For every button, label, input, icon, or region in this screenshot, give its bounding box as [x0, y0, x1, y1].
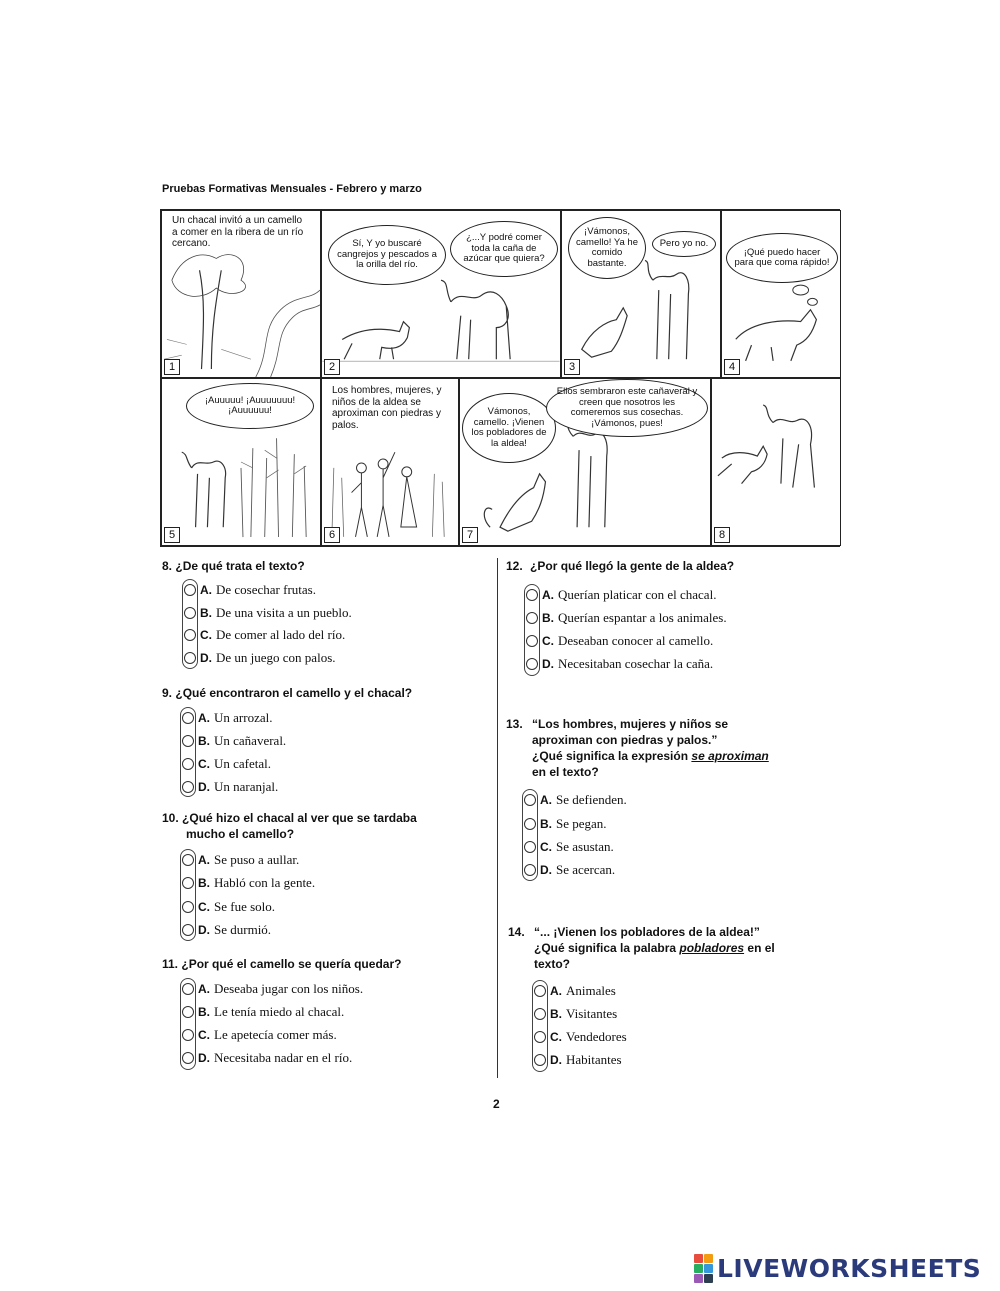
panel-4-bubble-pero: Pero yo no.	[652, 231, 716, 257]
radio-button[interactable]	[534, 1054, 546, 1066]
question-13-line-2: aproximan con piedras y palos.”	[532, 733, 718, 747]
q10-option-a[interactable]: A. Se puso a aullar.	[182, 849, 299, 871]
radio-button[interactable]	[182, 781, 194, 793]
q14-option-c[interactable]: C. Vendedores	[534, 1026, 627, 1048]
logo-square	[694, 1264, 703, 1273]
question-9-text: ¿Qué encontraron el camello y el chacal?	[175, 686, 413, 700]
radio-button[interactable]	[182, 1052, 194, 1064]
question-10-text-line-1: ¿Qué hizo el chacal al ver que se tardaba	[182, 811, 417, 825]
radio-button[interactable]	[182, 758, 194, 770]
radio-button[interactable]	[182, 712, 194, 724]
panel-2-bubble-1: Sí, Y yo buscaré cangrejos y pescados a la orilla del río.	[328, 225, 446, 285]
panel-1-caption: Un chacal invitó a un camello a comer en la ribera de un río cercano.	[172, 215, 304, 249]
question-10-text-line-2: mucho el camello?	[186, 827, 295, 841]
panel-2-bubble-2: ¿...Y podré comer toda la caña de azúcar que quiera?	[450, 221, 558, 277]
q13-option-a[interactable]: A. Se defienden.	[524, 789, 627, 811]
comic-panel-6	[321, 378, 459, 546]
question-9	[162, 685, 412, 701]
q9-option-c[interactable]: C. Un cafetal.	[182, 753, 271, 775]
question-13-line-4: en el texto?	[532, 765, 599, 779]
q11-option-c[interactable]: C. Le apetecía comer más.	[182, 1024, 337, 1046]
q13-option-d[interactable]: D. Se acercan.	[524, 859, 615, 881]
comic-panel-5	[161, 378, 321, 546]
q9-option-a[interactable]: A. Un arrozal.	[182, 707, 272, 729]
page-number: 2	[493, 1097, 500, 1111]
radio-button[interactable]	[534, 1031, 546, 1043]
radio-button[interactable]	[184, 607, 196, 619]
panel-3-number: 3	[564, 359, 580, 375]
jackal-camel-running-illustration	[712, 379, 840, 545]
panel-6-number: 6	[324, 527, 340, 543]
column-divider	[497, 558, 498, 1078]
q11-option-a[interactable]: A. Deseaba jugar con los niños.	[182, 978, 363, 1000]
question-14-line-2: ¿Qué significa la palabra pobladores en el	[534, 941, 775, 955]
brand-text: LIVEWORKSHEETS	[717, 1254, 982, 1283]
radio-button[interactable]	[184, 584, 196, 596]
question-10	[162, 810, 417, 842]
panel-5-number: 5	[164, 527, 180, 543]
panel-7-number: 7	[462, 527, 478, 543]
radio-button[interactable]	[182, 924, 194, 936]
question-12-text: ¿Por qué llegó la gente de la aldea?	[530, 559, 735, 573]
q12-option-c[interactable]: C. Deseaban conocer al camello.	[526, 630, 713, 652]
panel-4-number: 4	[724, 359, 740, 375]
question-8-text: ¿De qué trata el texto?	[175, 559, 305, 573]
q14-option-b[interactable]: B. Visitantes	[534, 1003, 617, 1025]
comic-panel-1	[161, 210, 321, 378]
liveworksheets-brand[interactable]	[694, 1254, 981, 1283]
q10-option-b[interactable]: B. Habló con la gente.	[182, 872, 315, 894]
radio-button[interactable]	[526, 589, 538, 601]
question-8-number: 8.	[162, 559, 173, 573]
q13-option-c[interactable]: C. Se asustan.	[524, 836, 614, 858]
question-14-line-3: texto?	[534, 957, 570, 971]
radio-button[interactable]	[534, 985, 546, 997]
comic-panel-2	[321, 210, 561, 378]
question-12-number: 12.	[506, 559, 523, 573]
radio-button[interactable]	[182, 877, 194, 889]
radio-button[interactable]	[524, 794, 536, 806]
q10-option-d[interactable]: D. Se durmió.	[182, 919, 271, 941]
q9-option-b[interactable]: B. Un cañaveral.	[182, 730, 286, 752]
radio-button[interactable]	[526, 612, 538, 624]
q12-option-d[interactable]: D. Necesitaban cosechar la caña.	[526, 653, 713, 675]
q8-option-c[interactable]: C. De comer al lado del río.	[184, 624, 345, 646]
q11-option-b[interactable]: B. Le tenía miedo al chacal.	[182, 1001, 344, 1023]
panel-3-bubble-1: ¡Vámonos, camello! Ya he comido bastante.	[568, 217, 646, 279]
q8-option-d[interactable]: D. De un juego con palos.	[184, 647, 336, 669]
panel-4-bubble-thought: ¡Qué puedo hacer para que coma rápido!	[726, 233, 838, 283]
page-header: Pruebas Formativas Mensuales - Febrero y marzo	[162, 183, 422, 195]
radio-button[interactable]	[184, 629, 196, 641]
radio-button[interactable]	[526, 635, 538, 647]
question-8	[162, 558, 305, 574]
q14-option-d[interactable]: D. Habitantes	[534, 1049, 622, 1071]
q9-option-d[interactable]: D. Un naranjal.	[182, 776, 278, 798]
question-14	[508, 924, 775, 972]
q8-option-b[interactable]: B. De una visita a un pueblo.	[184, 602, 352, 624]
logo-square	[704, 1274, 713, 1283]
question-11	[162, 956, 401, 972]
q10-option-c[interactable]: C. Se fue solo.	[182, 896, 275, 918]
emphasis-pobladores: pobladores	[679, 941, 745, 955]
panel-1-number: 1	[164, 359, 180, 375]
question-13-line-1: “Los hombres, mujeres y niños se	[532, 717, 729, 731]
panel-2-number: 2	[324, 359, 340, 375]
q13-option-b[interactable]: B. Se pegan.	[524, 813, 607, 835]
q11-option-d[interactable]: D. Necesitaba nadar en el río.	[182, 1047, 352, 1069]
q8-option-a[interactable]: A. De cosechar frutas.	[184, 579, 316, 601]
q12-option-a[interactable]: A. Querían platicar con el chacal.	[526, 584, 716, 606]
question-13	[506, 716, 769, 780]
radio-button[interactable]	[182, 983, 194, 995]
radio-button[interactable]	[182, 1006, 194, 1018]
question-14-number: 14.	[508, 925, 525, 939]
panel-5-bubble-1: ¡Auuuuu! ¡Auuuuuuu! ¡Auuuuuu!	[186, 383, 314, 429]
question-11-text: ¿Por qué el camello se quería quedar?	[181, 957, 402, 971]
radio-button[interactable]	[184, 652, 196, 664]
question-9-number: 9.	[162, 686, 173, 700]
question-14-line-1: “... ¡Vienen los pobladores de la aldea!”	[534, 925, 760, 939]
comic-panel-8	[711, 378, 841, 546]
radio-button[interactable]	[182, 901, 194, 913]
comic-panel-7	[459, 378, 711, 546]
radio-button[interactable]	[534, 1008, 546, 1020]
radio-button[interactable]	[524, 818, 536, 830]
q14-option-a[interactable]: A. Animales	[534, 980, 616, 1002]
radio-button[interactable]	[526, 658, 538, 670]
logo-square	[704, 1264, 713, 1273]
comic-strip	[160, 209, 840, 547]
radio-button[interactable]	[182, 1029, 194, 1041]
radio-button[interactable]	[524, 841, 536, 853]
logo-square	[704, 1254, 713, 1263]
radio-button[interactable]	[182, 854, 194, 866]
question-13-line-3: ¿Qué significa la expresión se aproximan	[532, 749, 769, 763]
radio-button[interactable]	[182, 735, 194, 747]
question-12	[506, 558, 734, 574]
panel-8-number: 8	[714, 527, 730, 543]
liveworksheets-logo-icon	[694, 1254, 713, 1283]
question-10-number: 10.	[162, 811, 179, 825]
panel-7-bubble-1: Vámonos, camello. ¡Vienen los pobladores de la aldea!	[462, 393, 556, 463]
logo-square	[694, 1274, 703, 1283]
radio-button[interactable]	[524, 864, 536, 876]
comic-panel-4	[659, 210, 841, 378]
panel-7-bubble-2: Ellos sembraron este cañaveral y creen que nosotros les comeremos sus cosechas. ¡Vámonos, pues!	[546, 379, 708, 437]
question-11-number: 11.	[162, 957, 179, 971]
question-13-number: 13.	[506, 717, 523, 731]
panel-6-caption: Los hombres, mujeres, y niños de la aldea se aproximan con piedras y palos.	[332, 385, 442, 431]
emphasis-se-aproximan: se aproximan	[691, 749, 769, 763]
q12-option-b[interactable]: B. Querían espantar a los animales.	[526, 607, 727, 629]
logo-square	[694, 1254, 703, 1263]
